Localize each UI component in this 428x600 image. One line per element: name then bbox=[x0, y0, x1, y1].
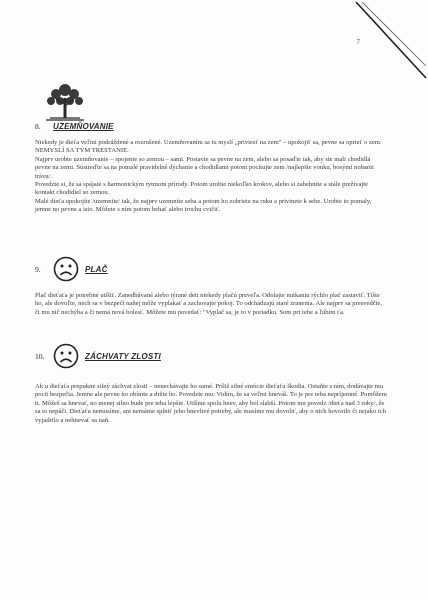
section-title: ZÁCHVATY ZLOSTI bbox=[85, 351, 161, 361]
sad-face-icon bbox=[53, 256, 79, 282]
section-title: PLAČ bbox=[85, 264, 108, 274]
section-title: UZEMŇOVANIE bbox=[53, 122, 114, 131]
paragraph: Malé dieťa upokojíte /uzemníte/ tak, že najprv uzemníte seba a potom ho zobriete na ruku a privinete k sebe. Urobte to pomaly, jemne no pevne a isto. Môžete s ním potom behať alebo trochu cvičiť. bbox=[35, 197, 372, 214]
section-body-plac bbox=[35, 292, 387, 317]
paragraph: Najprv urobte uzemňovanie – spojenie so zemou – sami. Postavte sa pevne na zem, alebo sa posaďte tak, aby ste mali chodidlá pevne na zemi. Sústreďte sa na pomalé pravidelné dýchanie a chodidlami potom pocítujte zem /najlepšie vonku, bosými nohami trávu/. bbox=[35, 155, 374, 180]
section-heading-zachvaty-zlosti bbox=[35, 343, 161, 369]
paragraph: Povedzte si, že sa spájate s harmonickým rytmom prírody. Potom urobte niekoľko krokov, alebo si zabehnite a stále prežívajte kontakt chodidiel so zemou. bbox=[35, 181, 369, 197]
section-body-zachvaty-zlosti bbox=[35, 383, 387, 425]
section-body-uzemnovanie bbox=[35, 139, 387, 215]
folded-corner-mark bbox=[348, 0, 428, 80]
section-number: 8. bbox=[35, 122, 41, 131]
section-number: 9. bbox=[35, 264, 41, 274]
section-number: 10. bbox=[35, 351, 45, 361]
paragraph: Ak u dieťaťa prepukne silný záchvat zlosti – nenechávajte ho samé. Príliš silné emócie dieťaťu škodia. Ostaňte s ním, dodávajte mu pocit bezpečia. Jemne ale pevne ho obímte a držte ho. Povedzte mu: Vidím, že sa veľmi hneváš. To je pre teba nepríjemné. Pomôžem ti. Môžeš sa hnevať, no menej silno bude pre teba lepšie. Utíšme spolu hnev, aby bol slabší. Potom mu povedz /dieťa nad 3 roky/, že sa to nepáči. Dieťaťu nemusíme, ani nemáme splniť jeho hnevlivé potreby, ale musíme mu dovoliť, aby o nich hovorilo či nejako ich vyjadrilo a nehnevať sa naň. bbox=[35, 383, 387, 424]
section-heading-plac bbox=[35, 256, 108, 282]
sad-face-icon bbox=[53, 343, 79, 369]
section-heading-uzemnovanie bbox=[35, 122, 114, 131]
tree-icon bbox=[42, 80, 88, 124]
paragraph: Niekedy je dieťa veľmi podráždené a rozrušené. Uzemňovaním sa tu myslí „priviesť na zem" – upokojiť sa, pevne sa oprieť o zem. NEMYSLÍ SA TÝM TRESTANIE. bbox=[35, 139, 382, 155]
paragraph: Plač dieťaťa je potrebné utíšiť. Zanedbávané alebo týrané deti niekedy plačú preveľa. Odolajte nutkaniu rýchlo plač zastaviť. Tíšte ho, ale dovoľte, nech sa v bezpečí naňej môže vyplakať a zachovajte pokoj. To odchádzajú staré zranenia. Ale najprv sa presvedčte, či mu nič nechýba a či nemá nová bolesť. Môžete mu povedať: "Vyplač sa, je to v poriadku. Som pri tebe a ľúbim ťa. bbox=[35, 292, 383, 316]
page-mark: 7 bbox=[356, 38, 360, 46]
